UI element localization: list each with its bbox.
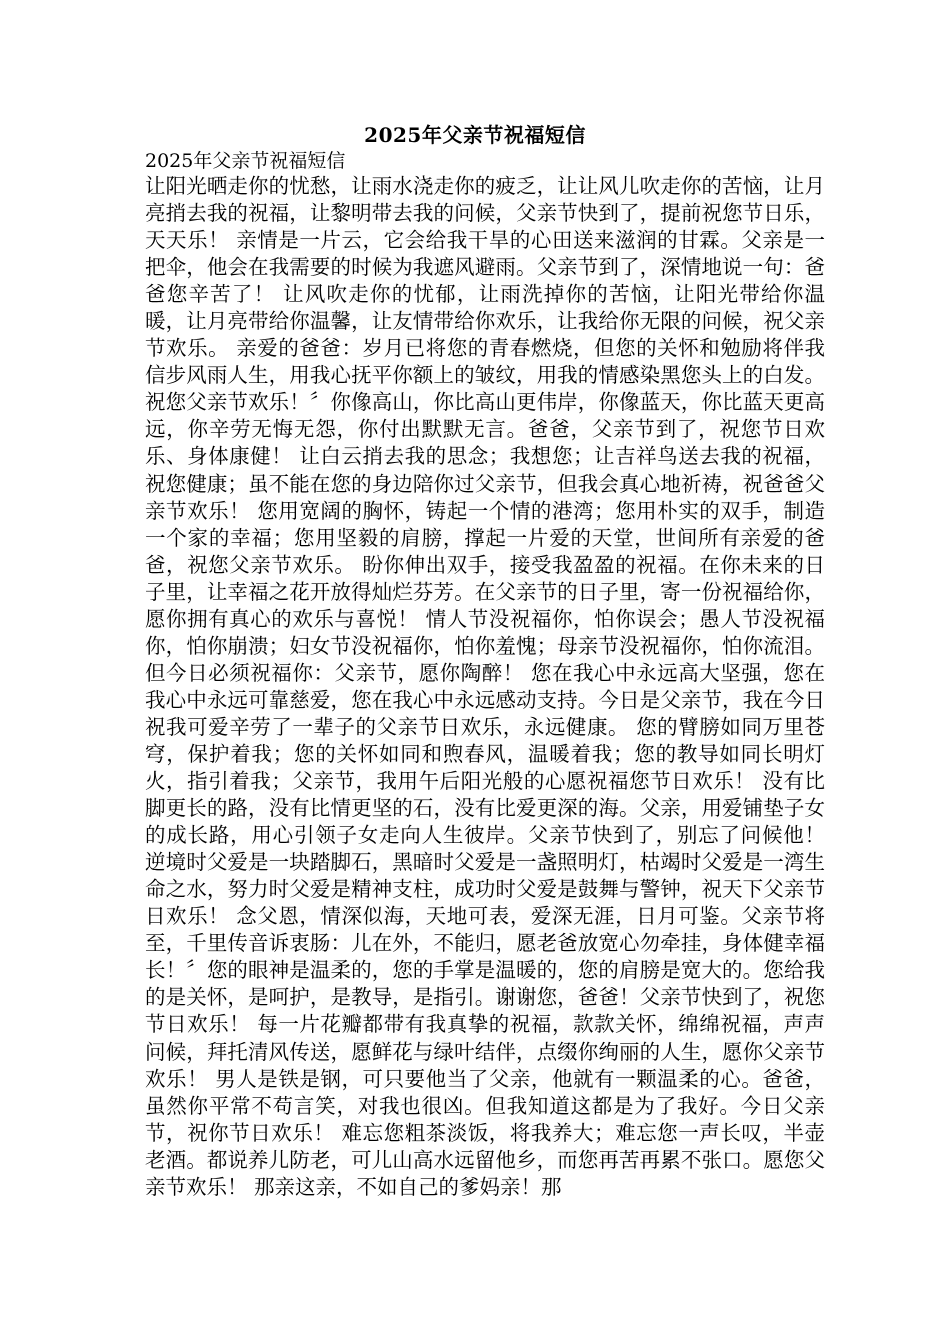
document-title: 2025年父亲节祝福短信 bbox=[364, 123, 586, 147]
document-subtitle: 2025年父亲节祝福短信 bbox=[145, 150, 346, 172]
document-body-text: 让阳光晒走你的忧愁，让雨水浇走你的疲乏，让让风儿吹走你的苦恼，让月亮捎去我的祝福，让黎明带去我的问候，父亲节快到了，提前祝您节日乐，天天乐！ 亲情是一片云，它会给我干旱的心田送来滋润的甘霖。父亲是一把伞，他会在我需要的时候为我遮风避雨。父亲节到了，深情地说一句：爸爸您辛苦了！ 让风吹走你的忧郁，让雨洗掉你的苦恼，让阳光带给你温暖，让月亮带给你温馨，让友情带给你欢乐，让我给你无限的问候，祝父亲节欢乐。 亲爱的爸爸：岁月已将您的青春燃烧，但您的关怀和勉励将伴我信步风雨人生，用我心抚平你额上的皱纹，用我的情感染黑您头上的白发。祝您父亲节欢乐！〞你像高山，你比高山更伟岸，你像蓝天，你比蓝天更高远，你辛劳无悔无怨，你付出默默无言。爸爸，父亲节到了，祝您节日欢乐、身体康健！ 让白云捎去我的思念；我想您；让吉祥鸟送去我的祝福，祝您健康；虽不能在您的身边陪你过父亲节，但我会真心地祈祷，祝爸爸父亲节欢乐！ 您用宽阔的胸怀，铸起一个情的港湾；您用朴实的双手，制造一个家的幸福；您用坚毅的肩膀，撑起一片爱的天堂，世间所有亲爱的爸爸，祝您父亲节欢乐。 盼你伸出双手，接受我盈盈的祝福。在你未来的日子里，让幸福之花开放得灿烂芬芳。在父亲节的日子里，寄一份祝福给你，愿你拥有真心的欢乐与喜悦！ 情人节没祝福你，怕你误会；愚人节没祝福你，怕你崩溃；妇女节没祝福你，怕你羞愧；母亲节没祝福你，怕你流泪。但今日必须祝福你：父亲节，愿你陶醉！ 您在我心中永远高大坚强，您在我心中永远可靠慈爱，您在我心中永远感动支持。今日是父亲节，我在今日祝我可爱辛劳了一辈子的父亲节日欢乐，永远健康。 您的臂膀如同万里苍穹，保护着我；您的关怀如同和煦春风，温暖着我；您的教导如同长明灯火，指引着我；父亲节，我用午后阳光般的心愿祝福您节日欢乐！ 没有比脚更长的路，没有比情更坚的石，没有比爱更深的海。父亲，用爱铺垫子女的成长路，用心引领子女走向人生彼岸。父亲节快到了，别忘了问候他！ 逆境时父爱是一块踏脚石，黑暗时父爱是一盏照明灯，枯竭时父爱是一湾生命之水，努力时父爱是精神支柱，成功时父爱是鼓舞与警钟，祝天下父亲节日欢乐！ 念父恩，情深似海，天地可表，爱深无涯，日月可鉴。父亲节将至，千里传音诉衷肠：儿在外，不能归，愿老爸放宽心勿牵挂，身体健幸福长！〞您的眼神是温柔的，您的手掌是温暖的，您的肩膀是宽大的。您给我的是关怀，是呵护，是教导，是指引。谢谢您，爸爸！父亲节快到了，祝您节日欢乐！ 每一片花瓣都带有我真挚的祝福，款款关怀，绵绵祝福，声声问候，拜托清风传送，愿鲜花与绿叶结伴，点缀你绚丽的人生，愿你父亲节欢乐！ 男人是铁是钢，可只要他当了父亲，他就有一颗温柔的心。爸爸，虽然你平常不苟言笑，对我也很凶。但我知道这都是为了我好。今日父亲节，祝你节日欢乐！ 难忘您粗茶淡饭，将我养大；难忘您一声长叹，半壶老酒。都说养儿防老，可儿山高水远留他乡，而您再苦再累不张口。愿您父亲节欢乐！ 那亲这亲，不如自己的爹妈亲！那 bbox=[145, 174, 825, 1199]
